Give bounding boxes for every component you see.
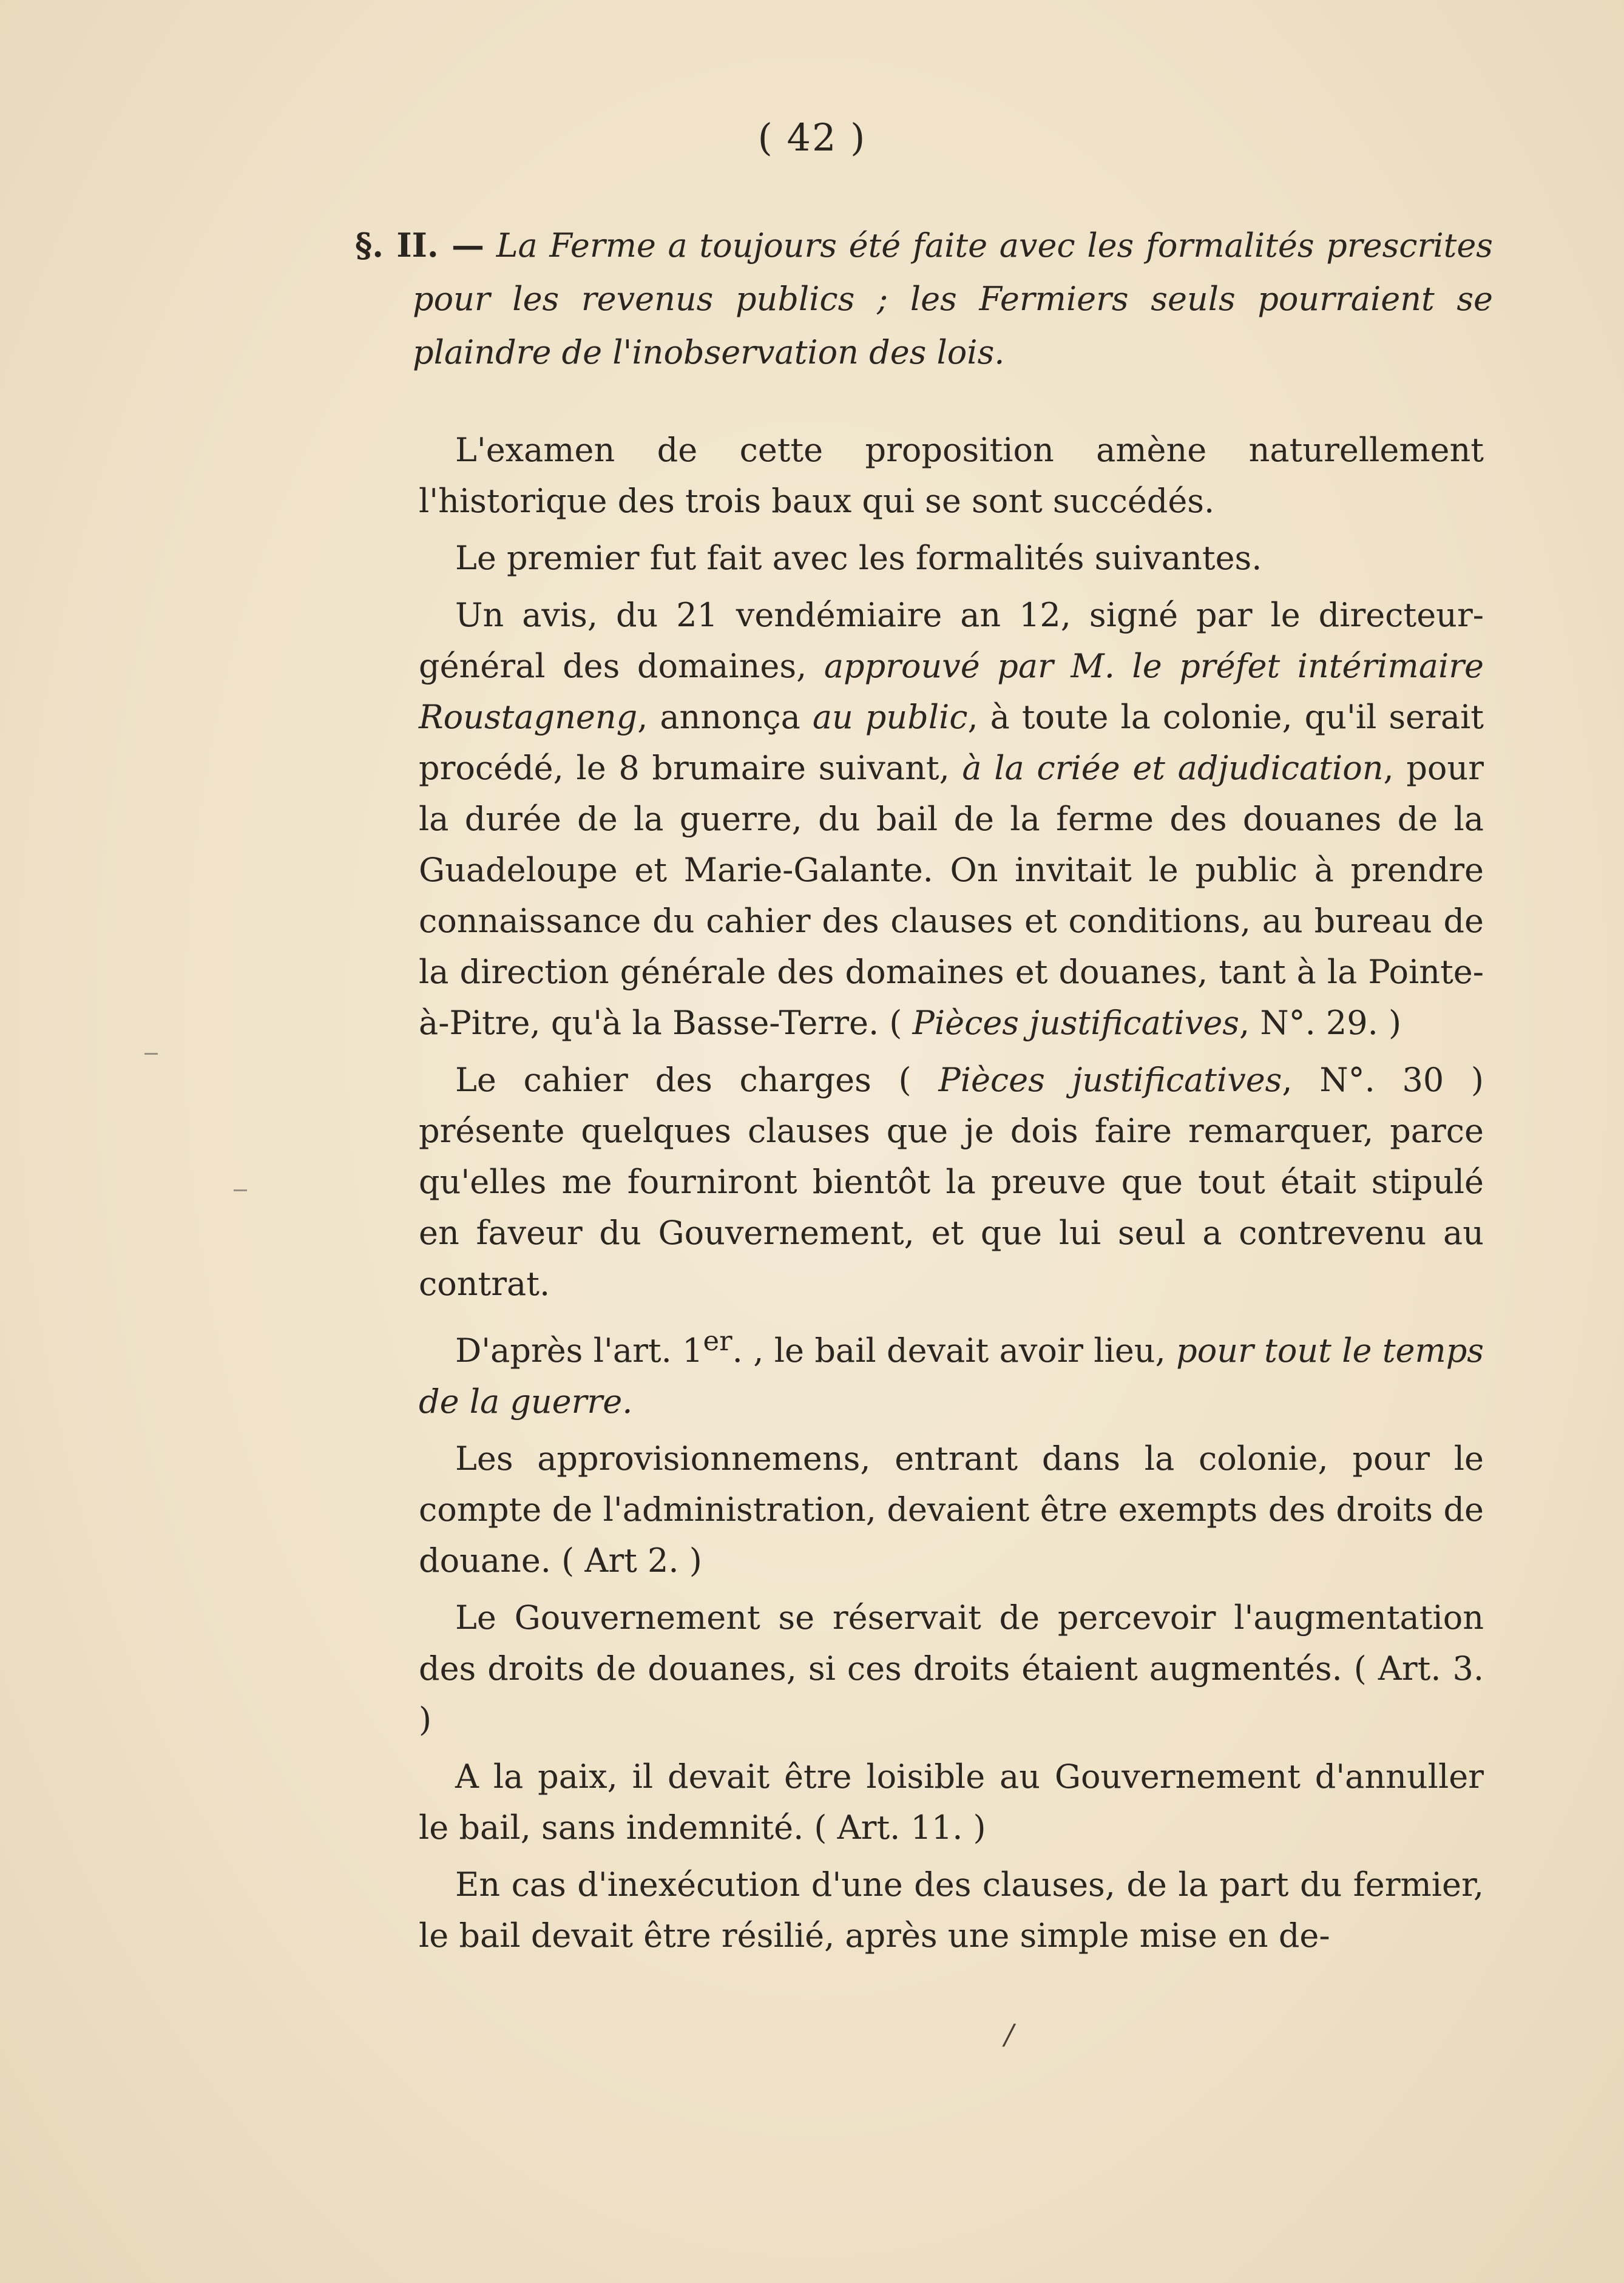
paragraph-3: Un avis, du 21 vendémiaire an 12, signé par le directeur-général des domaines, approuvé par M. le préfet intérimaire Roustagneng, annonça au public, à toute la colonie, qu'il serait procédé, le 8 brumaire suivant, à la criée et adjudication, pour la durée de la guerre, du bail de la ferme des douanes de la Guadeloupe et Marie-Galante. On invitait le public à prendre connaissance du cahier des clauses et conditions, au bureau de la direction générale des domaines et douanes, tant à la Pointe-à-Pitre, qu'à la Basse-Terre. ( Pièces justificatives, N°. 29. ) xyxy=(419,596,1484,1042)
paragraph-6: Les approvisionnemens, entrant dans la colonie, pour le compte de l'administration, devaient être exempts des droits de douane. ( Art 2. ) xyxy=(419,1439,1484,1580)
section-heading xyxy=(355,218,1493,379)
paragraph-9: En cas d'inexécution d'une des clauses, de la part du fermier, le bail devait être résilié, après une simple mise en de- xyxy=(419,1865,1484,1955)
body-text xyxy=(419,425,1484,1967)
margin-tick xyxy=(234,1189,247,1191)
paragraph-7: Le Gouvernement se réservait de percevoir l'augmentation des droits de douanes, si ces droits étaient augmentés. ( Art. 3. ) xyxy=(419,1598,1484,1739)
section-title: La Ferme a toujours été faite avec les formalités prescrites pour les revenus publics ; les Fermiers seuls pourraient se plaindre de l'inobservation des lois. xyxy=(413,226,1493,371)
page-number: ( 42 ) xyxy=(757,115,867,160)
section-number: §. II. — xyxy=(355,226,484,265)
paragraph-4: Le cahier des charges ( Pièces justificatives, N°. 30 ) présente quelques clauses que je dois faire remarquer, parce qu'elles me fourniront bientôt la preuve que tout était stipulé en faveur du Gouvernement, et que lui seul a contrevenu au contrat. xyxy=(419,1061,1484,1303)
paragraph-5: D'après l'art. 1er. , le bail devait avoir lieu, pour tout le temps de la guerre. xyxy=(419,1325,1484,1421)
margin-tick xyxy=(144,1053,158,1055)
paragraph-8: A la paix, il devait être loisible au Gouvernement d'annuller le bail, sans indemnité. ( Art. 11. ) xyxy=(419,1757,1484,1847)
paragraph-1: L'examen de cette proposition amène naturellement l'historique des trois baux qui se sont succédés. xyxy=(419,431,1484,520)
footer-mark: / xyxy=(1004,2018,1014,2051)
paragraph-2: Le premier fut fait avec les formalités suivantes. xyxy=(455,539,1262,577)
